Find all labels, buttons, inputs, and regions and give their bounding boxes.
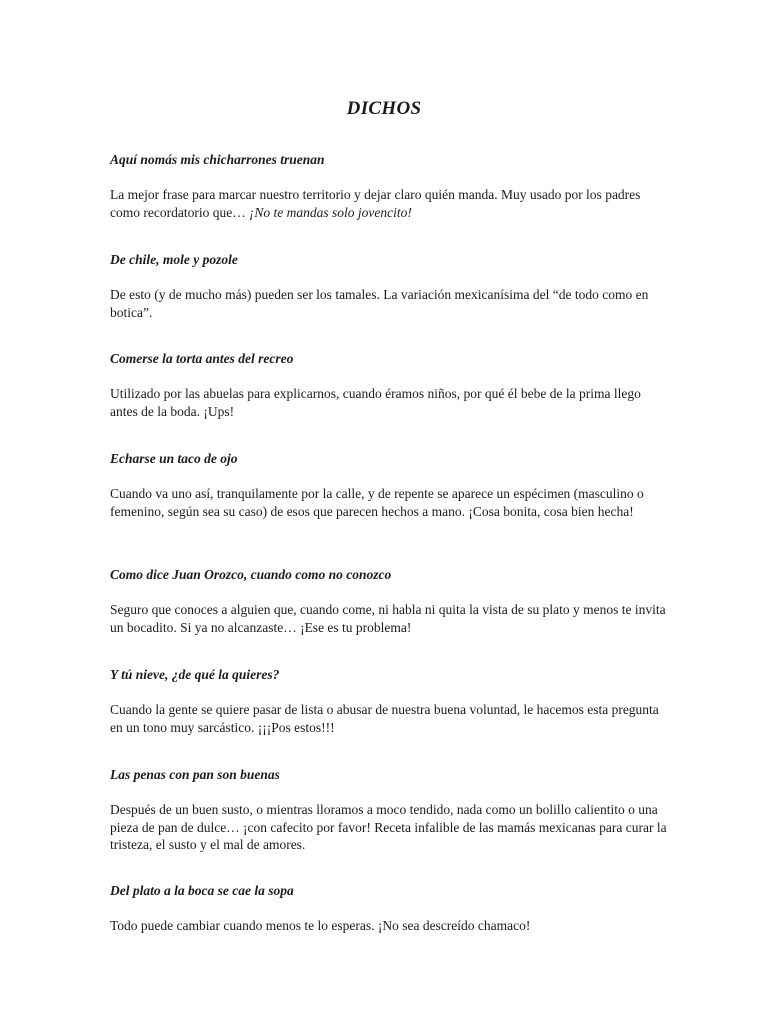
saying-entry — [110, 666, 670, 735]
saying-description: Cuando la gente se quiere pasar de lista o abusar de nuestra buena voluntad, le hacemos esta pregunta en un tono muy sarcástico. ¡¡¡Pos estos!!! — [110, 702, 659, 735]
saying-entry — [110, 350, 670, 419]
saying-description-italic: ¡No te mandas solo jovencito! — [249, 204, 412, 220]
saying-heading: Del plato a la boca se cae la sopa — [110, 883, 294, 898]
saying-description: Todo puede cambiar cuando menos te lo esperas. ¡No sea descreído chamaco! — [110, 918, 531, 933]
saying-entry — [110, 766, 670, 852]
saying-description: Después de un buen susto, o mientras lloramos a moco tendido, nada como un bolillo calientito o una pieza de pan de dulce… ¡con cafecito por favor! Receta infalible de las mamás mexicanas para curar la tristeza, el susto y el mal de amores. — [110, 802, 667, 852]
saying-description — [110, 186, 670, 221]
saying-heading: Echarse un taco de ojo — [110, 451, 238, 466]
saying-description: De esto (y de mucho más) pueden ser los tamales. La variación mexicanísima del “de todo como en botica”. — [110, 287, 649, 320]
saying-heading: De chile, mole y pozole — [110, 252, 238, 267]
document-title: DICHOS — [346, 98, 422, 119]
saying-entry — [110, 882, 670, 933]
saying-heading: Y tú nieve, ¿de qué la quieres? — [110, 667, 280, 682]
saying-heading: Comerse la torta antes del recreo — [110, 351, 294, 366]
saying-description: Utilizado por las abuelas para explicarnos, cuando éramos niños, por qué él bebe de la prima llego antes de la boda. ¡Ups! — [110, 386, 641, 419]
saying-heading: Aquí nomás mis chicharrones truenan — [110, 152, 325, 167]
saying-heading: Como dice Juan Orozco, cuando como no conozco — [110, 567, 392, 582]
saying-entry — [110, 151, 670, 220]
saying-heading: Las penas con pan son buenas — [110, 767, 280, 782]
saying-entry — [110, 251, 670, 320]
saying-entry — [110, 566, 670, 635]
saying-description: Seguro que conoces a alguien que, cuando come, ni habla ni quita la vista de su plato y menos te invita un bocadito. Si ya no alcanzaste… ¡Ese es tu problema! — [110, 602, 666, 635]
saying-description-text: La mejor frase para marcar nuestro territorio y dejar claro quién manda. Muy usado por los padres como recordatorio que… — [110, 187, 641, 220]
saying-description: Cuando va uno así, tranquilamente por la calle, y de repente se aparece un espécimen (masculino o femenino, según sea su caso) de esos que parecen hechos a mano. ¡Cosa bonita, cosa bien hecha! — [110, 486, 644, 519]
saying-entry — [110, 450, 670, 519]
